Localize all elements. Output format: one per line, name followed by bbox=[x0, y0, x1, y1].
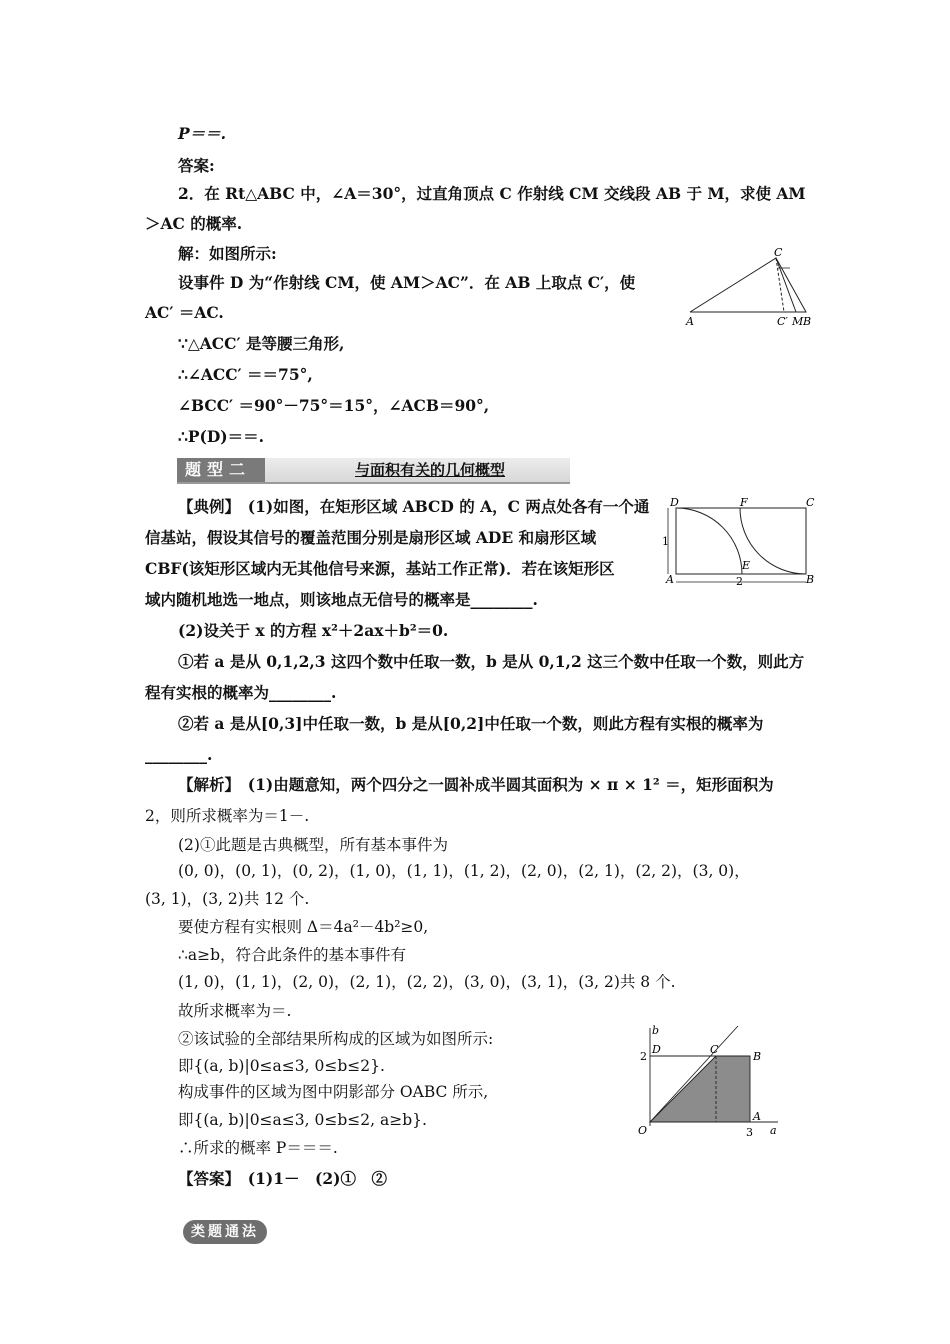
label-b2: B bbox=[806, 573, 815, 586]
answer-label: 答案: bbox=[178, 156, 215, 175]
label-e: E bbox=[742, 559, 751, 572]
example-line9: ________. bbox=[145, 745, 213, 764]
tick-3: 3 bbox=[746, 1126, 753, 1139]
axis-label-b: b bbox=[652, 1024, 660, 1037]
label-d3: D bbox=[652, 1043, 661, 1056]
analysis-line1: 【解析】 (1)由题意知，两个四分之一圆补成半圆其面积为 × π × 1² ＝，矩形面积为 bbox=[178, 775, 774, 794]
region-figure bbox=[632, 1022, 784, 1142]
analysis-line13: 即{(a, b)|0≤a≤3, 0≤b≤2, a≥b}. bbox=[178, 1111, 427, 1129]
example-line8: ②若 a 是从[0,3]中任取一数，b 是从[0,2]中任取一个数，则此方程有实根的概率为 bbox=[178, 714, 764, 733]
analysis-line11: 即{(a, b)|0≤a≤3, 0≤b≤2}. bbox=[178, 1057, 385, 1075]
label-b: B bbox=[803, 315, 812, 328]
example-line7: 程有实根的概率为________. bbox=[145, 683, 337, 702]
answer-line: 【答案】 (1)1－ (2)① ② bbox=[178, 1169, 387, 1188]
analysis-line12: 构成事件的区域为图中阴影部分 OABC 所示, bbox=[178, 1083, 489, 1101]
solution-line5: ∠BCC′ ＝90°－75°＝15°，∠ACB＝90°, bbox=[178, 396, 490, 415]
example-line6: ①若 a 是从 0,1,2,3 这四个数中任取一数，b 是从 0,1,2 这三个数中任取一个数，则此方 bbox=[178, 652, 805, 671]
analysis-line4: (0, 0)，(0, 1)，(0, 2)，(1, 0)，(1, 1)，(1, 2)，(2, 0)，(2, 1)，(2, 2)，(3, 0)， bbox=[178, 862, 750, 880]
analysis-line2: 2，则所求概率为＝1－. bbox=[145, 807, 310, 825]
label-d: D bbox=[670, 496, 679, 509]
probability-line: P＝＝. bbox=[178, 124, 227, 143]
solution-label: 解：如图所示: bbox=[178, 244, 277, 263]
label-o: O bbox=[638, 1124, 648, 1137]
problem2-line1: 2．在 Rt△ABC 中，∠A＝30°，过直角顶点 C 作射线 CM 交线段 AB 于 M，求使 AM bbox=[178, 184, 806, 203]
section-banner bbox=[177, 458, 570, 484]
example-line5: (2)设关于 x 的方程 x²＋2ax＋b²＝0. bbox=[178, 621, 449, 640]
label-a3: A bbox=[753, 1110, 761, 1123]
triangle-figure bbox=[680, 246, 820, 328]
axis-label-a: a bbox=[770, 1124, 777, 1137]
analysis-line14: ∴所求的概率 P＝＝＝. bbox=[178, 1139, 338, 1157]
label-a2: A bbox=[666, 573, 674, 586]
section-title: 与面积有关的几何概型 bbox=[355, 461, 506, 479]
label-b3: B bbox=[753, 1050, 762, 1063]
solution-line1: 设事件 D 为“作射线 CM，使 AM＞AC”．在 AB 上取点 C′，使 bbox=[178, 273, 636, 292]
solution-line6: ∴P(D)＝＝. bbox=[178, 427, 265, 446]
rectangle-figure bbox=[660, 496, 820, 590]
label-c: C bbox=[774, 246, 783, 259]
example-line3: CBF(该矩形区域内无其他信号来源，基站工作正常)．若在该矩形区 bbox=[145, 559, 615, 578]
solution-line2: AC′ ＝AC. bbox=[145, 303, 224, 322]
analysis-line6: 要使方程有实根则 Δ＝4a²－4b²≥0, bbox=[178, 918, 429, 936]
method-pill: 类题通法 bbox=[183, 1220, 267, 1244]
label-c3: C bbox=[710, 1043, 719, 1056]
analysis-line7: ∴a≥b，符合此条件的基本事件有 bbox=[178, 946, 407, 964]
analysis-line5: (3, 1)，(3, 2)共 12 个. bbox=[145, 890, 310, 908]
label-a: A bbox=[686, 315, 694, 328]
analysis-line9: 故所求概率为＝. bbox=[178, 1002, 292, 1020]
solution-line4: ∴∠ACC′ ＝＝75°, bbox=[178, 365, 313, 384]
label-height: 1 bbox=[662, 535, 669, 548]
analysis-line3: (2)①此题是古典概型，所有基本事件为 bbox=[178, 836, 448, 854]
label-f: F bbox=[740, 496, 748, 509]
solution-line3: ∵△ACC′ 是等腰三角形, bbox=[178, 334, 345, 353]
label-c2: C bbox=[806, 496, 815, 509]
label-width: 2 bbox=[736, 575, 743, 588]
label-m: M bbox=[792, 315, 804, 328]
section-tag: 题型二 bbox=[177, 458, 265, 482]
example-line1: 【典例】 (1)如图，在矩形区域 ABCD 的 A，C 两点处各有一个通 bbox=[178, 497, 650, 516]
example-line2: 信基站，假设其信号的覆盖范围分别是扇形区域 ADE 和扇形区域 bbox=[145, 528, 597, 547]
problem2-line2: ＞AC 的概率. bbox=[145, 214, 243, 233]
analysis-line10: ②该试验的全部结果所构成的区域为如图所示: bbox=[178, 1030, 494, 1048]
tick-2: 2 bbox=[640, 1050, 647, 1063]
example-line4: 域内随机地选一地点，则该地点无信号的概率是________. bbox=[145, 590, 538, 609]
label-c-prime: C′ bbox=[777, 315, 788, 328]
analysis-line8: (1, 0)，(1, 1)，(2, 0)，(2, 1)，(2, 2)，(3, 0)，(3, 1)，(3, 2)共 8 个. bbox=[178, 973, 676, 991]
